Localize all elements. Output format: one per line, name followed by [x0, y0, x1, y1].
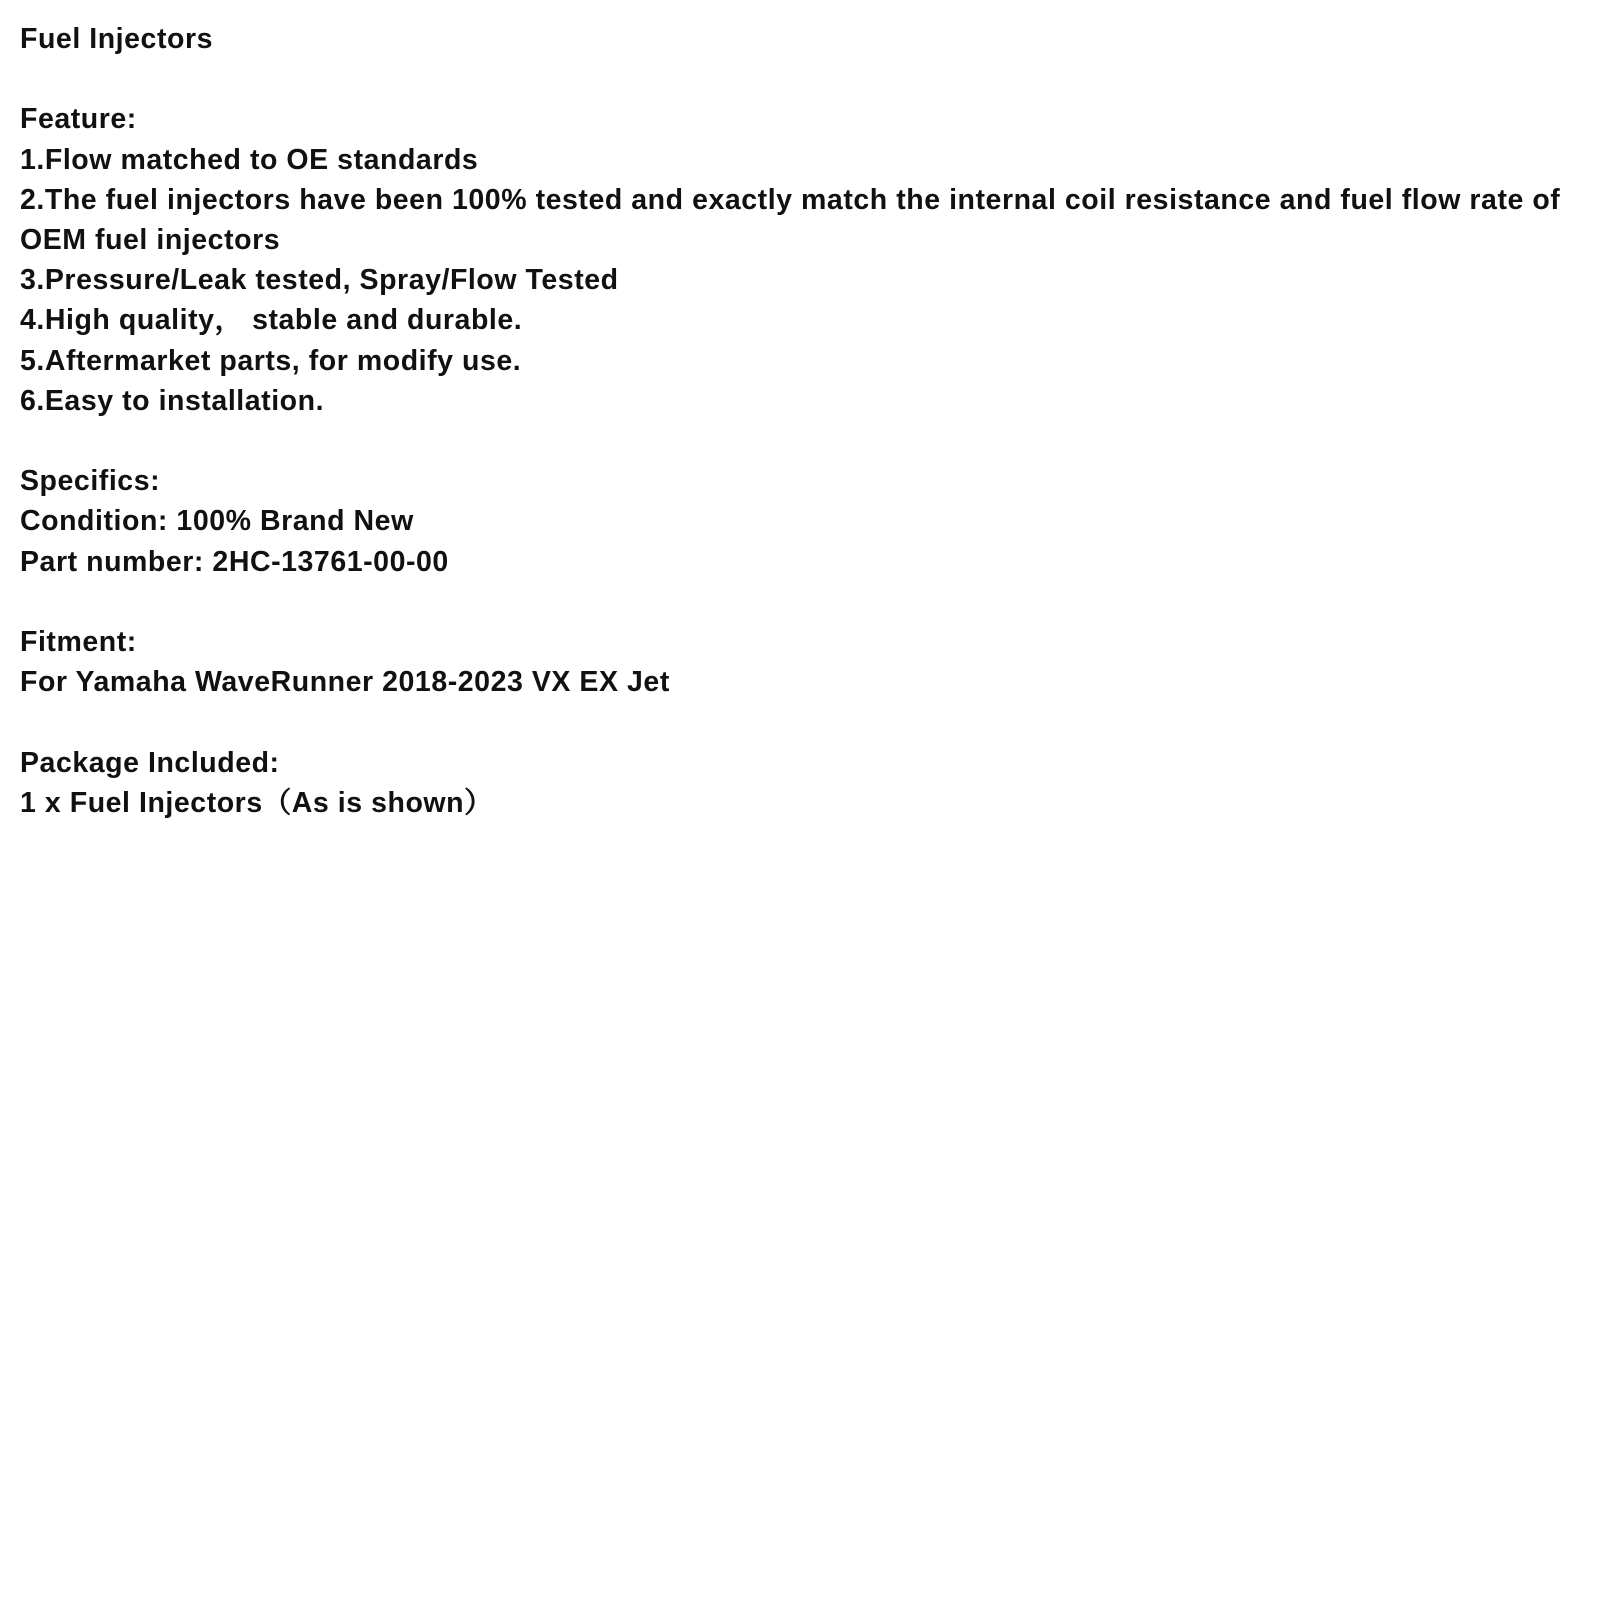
feature-item: 4.High quality， stable and durable. [20, 304, 523, 337]
document-title: Fuel Injectors [20, 23, 213, 55]
package-heading: Package Included: [20, 746, 280, 779]
feature-heading: Feature: [20, 103, 137, 136]
feature-item: 3.Pressure/Leak tested, Spray/Flow Tested [20, 264, 619, 297]
package-text: 1 x Fuel Injectors（As is shown） [20, 786, 494, 819]
specifics-heading: Specifics: [20, 465, 161, 498]
feature-item: 2.The fuel injectors have been 100% tested and exactly match the internal coil resistance and fuel flow rate of OEM fuel injectors [20, 183, 1561, 256]
spacer [20, 421, 1585, 461]
fitment-section [20, 622, 1585, 702]
product-description [20, 19, 1585, 823]
feature-item: 5.Aftermarket parts, for modify use. [20, 344, 522, 377]
feature-item: 1.Flow matched to OE standards [20, 143, 479, 176]
fitment-text: For Yamaha WaveRunner 2018-2023 VX EX Jet [20, 666, 670, 699]
spacer [20, 702, 1585, 742]
feature-item: 6.Easy to installation. [20, 384, 325, 417]
specifics-section [20, 461, 1585, 582]
package-section [20, 743, 1585, 823]
condition-text: Condition: 100% Brand New [20, 505, 414, 538]
spacer [20, 59, 1585, 99]
fitment-heading: Fitment: [20, 626, 137, 658]
spacer [20, 582, 1585, 622]
feature-section [20, 99, 1585, 421]
part-number-text: Part number: 2HC-13761-00-00 [20, 545, 449, 578]
